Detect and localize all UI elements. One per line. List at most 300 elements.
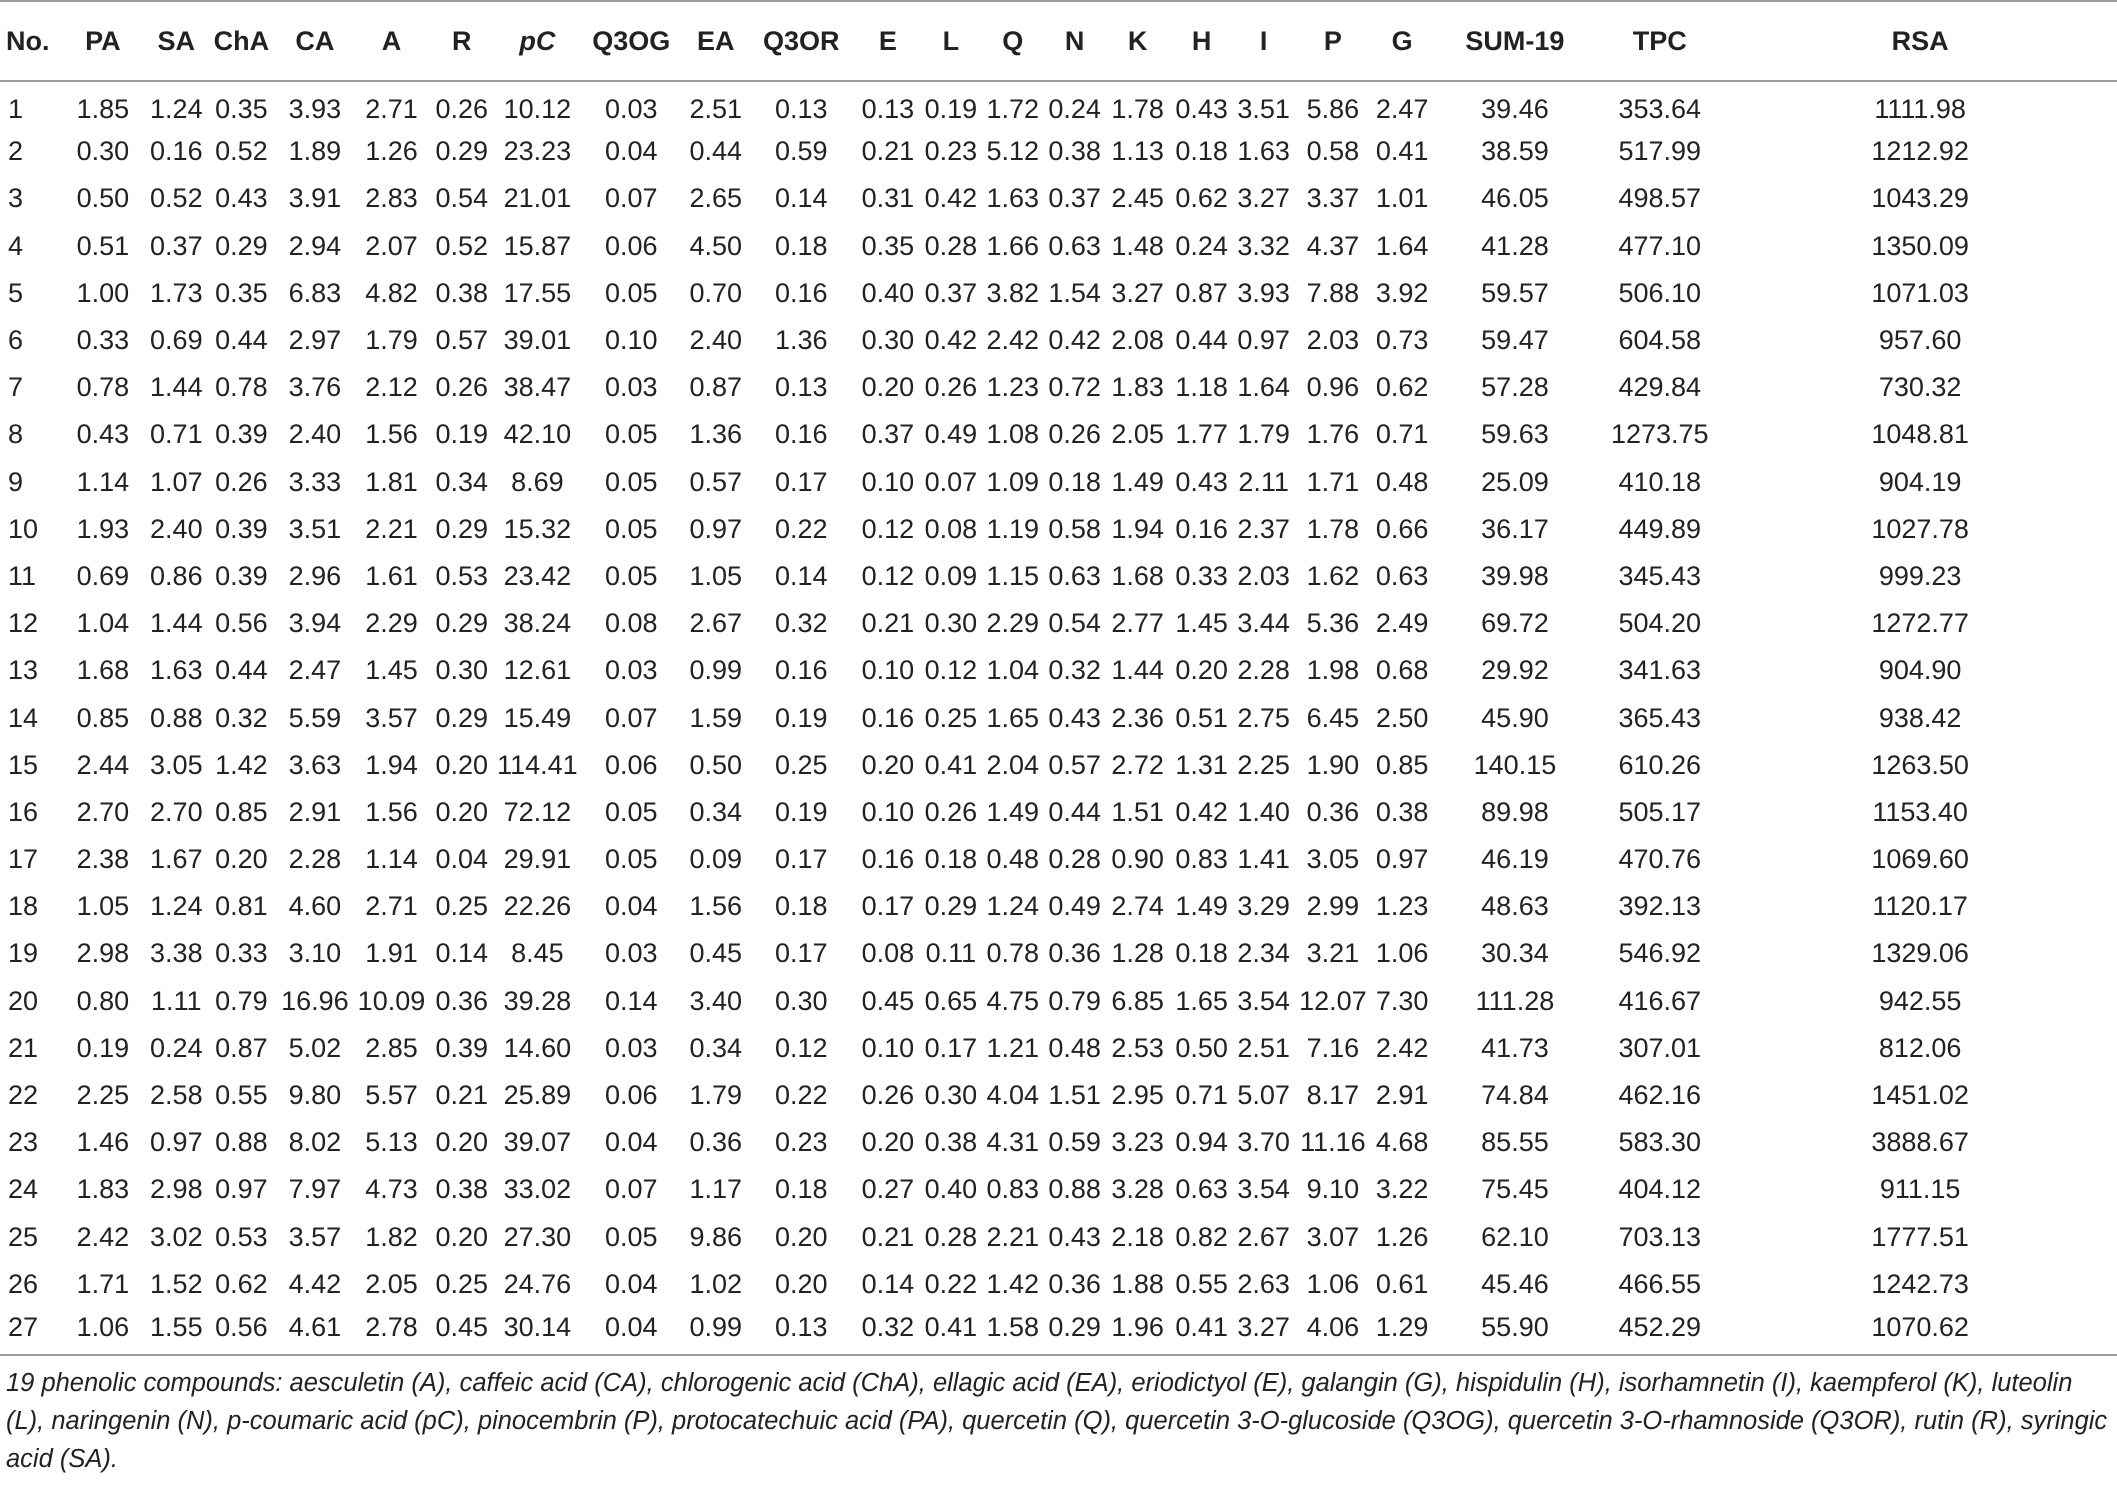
cell-pc: 25.89: [503, 1080, 572, 1111]
cell-q3og: 0.05: [605, 844, 658, 875]
cell-ea: 3.40: [689, 985, 743, 1016]
cell-ca: 2.47: [288, 655, 342, 686]
column-header-sum-19: SUM-19: [1434, 1, 1597, 81]
cell-a: 2.78: [355, 1308, 428, 1355]
cell-ea: 0.87: [689, 372, 743, 403]
cell-a: 1.61: [365, 560, 418, 591]
cell-g: 0.41: [1375, 136, 1429, 167]
cell-i: 3.54: [1237, 1174, 1290, 1205]
cell-q3or: 0.19: [775, 702, 828, 733]
cell-e: 0.26: [861, 1080, 915, 1111]
cell-no: 8: [8, 419, 24, 450]
column-header-a: A: [355, 1, 428, 81]
cell-cha: 0.35: [215, 93, 268, 124]
cell-h: 1.45: [1175, 608, 1228, 639]
cell-r: 0.21: [435, 1080, 489, 1111]
cell-g: 0.38: [1375, 796, 1429, 827]
cell-q3og: 0.04: [605, 136, 658, 167]
cell-ca: 3.57: [288, 1221, 342, 1252]
cell-e: 0.14: [861, 1268, 915, 1299]
cell-g: 2.49: [1375, 608, 1429, 639]
cell-i: 3.54: [1237, 985, 1290, 1016]
cell-k: 2.45: [1111, 183, 1164, 214]
cell-g: 2.91: [1375, 1080, 1429, 1111]
cell-q: 1.04: [986, 655, 1040, 686]
cell-q3og: 0.03: [605, 938, 658, 969]
cell-pa: 0.50: [76, 183, 130, 214]
cell-cha: 0.56: [208, 1308, 275, 1355]
cell-q3or: 0.22: [775, 513, 828, 544]
cell-g: 0.63: [1375, 560, 1429, 591]
cell-e: 0.21: [861, 1221, 915, 1252]
cell-ca: 2.40: [288, 419, 342, 450]
cell-q3or: 0.13: [748, 1308, 854, 1355]
cell-r: 0.04: [435, 844, 489, 875]
cell-pc: 39.28: [503, 985, 572, 1016]
cell-tpc: 345.43: [1618, 560, 1702, 591]
cell-no: 2: [8, 136, 24, 167]
cell-n: 0.57: [1048, 749, 1101, 780]
cell-l: 0.41: [921, 1308, 980, 1355]
cell-no: 27: [0, 1308, 61, 1355]
cell-rsa: 1242.73: [1871, 1268, 1969, 1299]
cell-q3og: 0.05: [605, 419, 658, 450]
cell-pa: 0.80: [76, 985, 130, 1016]
cell-a: 1.81: [365, 466, 418, 497]
cell-p: 3.21: [1306, 938, 1360, 969]
cell-pa: 2.25: [76, 1080, 130, 1111]
cell-sa: 1.11: [151, 985, 202, 1016]
cell-no: 9: [8, 466, 24, 497]
cell-q3or: 0.30: [775, 985, 828, 1016]
cell-cha: 0.35: [215, 277, 268, 308]
cell-cha: 0.39: [215, 513, 268, 544]
table-footnote: 19 phenolic compounds: aesculetin (A), caffeic acid (CA), chlorogenic acid (ChA), ellagic acid (EA), eriodictyol (E), galangin (G), hispidulin (H), isorhamnetin (I), kaempferol (K), luteolin (L), naringenin (N), p-coumaric acid (pC), pinocembrin (P), protocatechuic acid (PA), quercetin (Q), quercetin 3-O-glucoside (Q3OG), quercetin 3-O-rhamnoside (Q3OR), rutin (R), syringic acid (SA).: [6, 1369, 2108, 1474]
cell-p: 1.90: [1306, 749, 1360, 780]
cell-ca: 5.59: [288, 702, 342, 733]
cell-pa: 1.14: [76, 466, 130, 497]
cell-g: 1.26: [1375, 1221, 1429, 1252]
cell-a: 4.73: [365, 1174, 418, 1205]
cell-pc: 39.07: [503, 1127, 572, 1158]
cell-no: 26: [8, 1268, 39, 1299]
cell-sum-19: 38.59: [1481, 136, 1549, 167]
table-row: [0, 789, 2117, 836]
cell-tpc: 462.16: [1618, 1080, 1702, 1111]
cell-h: 0.63: [1175, 1174, 1228, 1205]
cell-sa: 2.70: [150, 796, 203, 827]
cell-rsa: 730.32: [1878, 372, 1962, 403]
cell-q: 4.31: [986, 1127, 1040, 1158]
cell-h: 1.31: [1175, 749, 1228, 780]
cell-pc: 22.26: [503, 891, 572, 922]
cell-l: 0.08: [924, 513, 978, 544]
cell-r: 0.36: [435, 985, 489, 1016]
cell-n: 0.38: [1048, 136, 1101, 167]
cell-l: 0.07: [924, 466, 978, 497]
cell-cha: 0.33: [215, 938, 268, 969]
cell-e: 0.17: [861, 891, 915, 922]
cell-h: 0.62: [1175, 183, 1228, 214]
cell-q3or: 0.18: [775, 230, 828, 261]
cell-q3or: 0.14: [775, 183, 828, 214]
cell-r: 0.20: [435, 749, 489, 780]
cell-q: 2.42: [986, 325, 1040, 356]
cell-tpc: 449.89: [1618, 513, 1702, 544]
cell-p: 0.36: [1306, 796, 1360, 827]
cell-l: 0.17: [924, 1032, 978, 1063]
cell-ca: 3.51: [288, 513, 342, 544]
cell-pa: 1.04: [76, 608, 130, 639]
cell-n: 1.54: [1048, 277, 1101, 308]
cell-q3or: 0.32: [775, 608, 828, 639]
cell-sa: 0.97: [150, 1127, 203, 1158]
cell-e: 0.31: [861, 183, 915, 214]
cell-k: 2.08: [1111, 325, 1164, 356]
cell-sum-19: 74.84: [1481, 1080, 1549, 1111]
cell-q: 1.72: [986, 93, 1040, 124]
cell-l: 0.65: [924, 985, 978, 1016]
column-header-q3or: Q3OR: [748, 1, 854, 81]
table-row: [0, 1214, 2117, 1261]
cell-g: 1.01: [1375, 183, 1429, 214]
cell-q3og: 0.03: [605, 1032, 658, 1063]
cell-pa: 1.00: [76, 277, 130, 308]
cell-pc: 38.24: [503, 608, 572, 639]
cell-q: 4.75: [986, 985, 1040, 1016]
cell-pa: 2.98: [76, 938, 130, 969]
cell-p: 3.37: [1306, 183, 1360, 214]
cell-ca: 5.02: [288, 1032, 342, 1063]
cell-tpc: 470.76: [1618, 844, 1702, 875]
cell-p: 3.05: [1306, 844, 1360, 875]
cell-sa: 1.44: [150, 372, 203, 403]
cell-tpc: 416.67: [1618, 985, 1702, 1016]
cell-a: 5.57: [365, 1080, 418, 1111]
cell-q3og: 0.05: [605, 513, 658, 544]
cell-q: 2.29: [986, 608, 1040, 639]
cell-pc: 24.76: [503, 1268, 572, 1299]
column-header-cha: ChA: [208, 1, 275, 81]
cell-cha: 0.53: [215, 1221, 268, 1252]
cell-a: 2.21: [365, 513, 418, 544]
cell-no: 12: [8, 608, 39, 639]
cell-no: 25: [8, 1221, 39, 1252]
column-header-i: I: [1232, 1, 1295, 81]
cell-ea: 0.70: [689, 277, 743, 308]
cell-ea: 1.17: [689, 1174, 743, 1205]
cell-pa: 1.83: [76, 1174, 130, 1205]
cell-h: 0.24: [1175, 230, 1228, 261]
cell-pa: 1.46: [76, 1127, 130, 1158]
column-header-n: N: [1045, 1, 1104, 81]
cell-rsa: 1120.17: [1872, 891, 1968, 922]
cell-sa: 0.86: [150, 560, 203, 591]
cell-ea: 0.45: [689, 938, 743, 969]
table-header: [0, 1, 2117, 81]
cell-sum-19: 59.63: [1481, 419, 1549, 450]
cell-sa: 0.16: [150, 136, 203, 167]
cell-q3og: 0.06: [605, 749, 658, 780]
cell-r: 0.52: [435, 230, 489, 261]
cell-q3or: 0.16: [775, 277, 828, 308]
cell-g: 0.73: [1375, 325, 1429, 356]
cell-sum-19: 39.98: [1481, 560, 1549, 591]
cell-q: 1.08: [986, 419, 1040, 450]
cell-ea: 0.50: [689, 749, 743, 780]
cell-h: 0.51: [1175, 702, 1228, 733]
table-row: [0, 1166, 2117, 1213]
table-row: [0, 600, 2117, 647]
cell-n: 1.51: [1048, 1080, 1101, 1111]
cell-pa: 0.51: [76, 230, 130, 261]
cell-e: 0.27: [861, 1174, 915, 1205]
cell-n: 0.37: [1048, 183, 1101, 214]
cell-i: 2.03: [1237, 560, 1290, 591]
cell-q: 1.42: [986, 1268, 1040, 1299]
cell-l: 0.29: [924, 891, 978, 922]
cell-sum-19: 59.57: [1481, 277, 1549, 308]
cell-a: 2.71: [365, 93, 418, 124]
cell-a: 1.56: [365, 796, 418, 827]
cell-l: 0.28: [924, 1221, 978, 1252]
cell-no: 4: [8, 230, 24, 261]
cell-p: 5.36: [1306, 608, 1360, 639]
cell-tpc: 604.58: [1618, 325, 1702, 356]
cell-no: 21: [8, 1032, 39, 1063]
cell-i: 3.27: [1232, 1308, 1295, 1355]
cell-sa: 1.44: [150, 608, 203, 639]
cell-g: 1.23: [1375, 891, 1429, 922]
cell-pa: 1.05: [76, 891, 130, 922]
cell-ca: 7.97: [288, 1174, 342, 1205]
cell-tpc: 477.10: [1618, 230, 1702, 261]
cell-ca: 2.97: [288, 325, 342, 356]
cell-pc: 23.42: [503, 560, 572, 591]
cell-r: 0.26: [435, 372, 489, 403]
cell-tpc: 365.43: [1618, 702, 1702, 733]
cell-g: 1.06: [1375, 938, 1429, 969]
cell-p: 12.07: [1299, 985, 1367, 1016]
table-row: [0, 1025, 2117, 1072]
cell-h: 0.42: [1175, 796, 1228, 827]
cell-sum-19: 57.28: [1481, 372, 1549, 403]
cell-n: 0.18: [1048, 466, 1101, 497]
cell-a: 1.26: [365, 136, 418, 167]
cell-r: 0.45: [428, 1308, 495, 1355]
cell-sum-19: 36.17: [1481, 513, 1549, 544]
cell-sa: 2.58: [150, 1080, 203, 1111]
cell-h: 1.49: [1175, 891, 1228, 922]
cell-q: 1.19: [986, 513, 1040, 544]
cell-pa: 2.70: [76, 796, 130, 827]
column-header-h: H: [1171, 1, 1232, 81]
cell-p: 1.71: [1306, 466, 1360, 497]
cell-i: 1.40: [1237, 796, 1290, 827]
cell-ca: 2.28: [288, 844, 342, 875]
cell-cha: 0.29: [215, 230, 268, 261]
cell-rsa: 812.06: [1878, 1032, 1962, 1063]
cell-p: 2.03: [1306, 325, 1360, 356]
cell-ea: 2.40: [689, 325, 743, 356]
cell-rsa: 1777.51: [1871, 1221, 1969, 1252]
cell-tpc: 410.18: [1618, 466, 1702, 497]
cell-e: 0.08: [861, 938, 915, 969]
cell-pc: 39.01: [503, 325, 572, 356]
cell-r: 0.20: [435, 1221, 489, 1252]
cell-sum-19: 45.46: [1481, 1268, 1549, 1299]
cell-ea: 1.59: [689, 702, 743, 733]
cell-ca: 16.96: [281, 985, 349, 1016]
cell-r: 0.38: [435, 277, 489, 308]
cell-k: 1.78: [1111, 93, 1164, 124]
cell-sa: 2.98: [150, 1174, 203, 1205]
column-header-pc: pC: [495, 1, 579, 81]
cell-q3or: 0.16: [775, 419, 828, 450]
cell-l: 0.09: [924, 560, 978, 591]
cell-tpc: 404.12: [1618, 1174, 1702, 1205]
cell-sum-19: 39.46: [1481, 93, 1549, 124]
cell-h: 0.16: [1175, 513, 1228, 544]
cell-pa: 0.78: [76, 372, 130, 403]
cell-rsa: 904.90: [1878, 655, 1962, 686]
cell-q3og: 0.04: [605, 1268, 658, 1299]
cell-q3or: 0.16: [775, 655, 828, 686]
cell-tpc: 1273.75: [1610, 419, 1709, 450]
cell-sa: 3.02: [150, 1221, 203, 1252]
cell-ca: 3.94: [288, 608, 342, 639]
cell-ea: 9.86: [689, 1221, 743, 1252]
cell-a: 10.09: [357, 985, 426, 1016]
cell-pc: 42.10: [503, 419, 572, 450]
cell-pc: 15.32: [503, 513, 572, 544]
cell-ea: 1.05: [689, 560, 743, 591]
cell-l: 0.28: [924, 230, 978, 261]
cell-k: 2.77: [1111, 608, 1164, 639]
cell-pc: 8.69: [511, 466, 564, 497]
cell-pa: 0.85: [76, 702, 130, 733]
cell-ea: 0.57: [689, 466, 743, 497]
cell-r: 0.29: [435, 513, 489, 544]
cell-tpc: 353.64: [1618, 93, 1702, 124]
cell-h: 0.71: [1175, 1080, 1228, 1111]
cell-a: 2.07: [365, 230, 418, 261]
cell-cha: 0.56: [215, 608, 268, 639]
cell-ca: 8.02: [288, 1127, 342, 1158]
cell-q3or: 0.17: [775, 938, 828, 969]
cell-p: 2.99: [1306, 891, 1360, 922]
cell-a: 1.14: [365, 844, 418, 875]
cell-i: 2.11: [1238, 466, 1289, 497]
cell-tpc: 703.13: [1618, 1221, 1702, 1252]
cell-q3or: 0.22: [775, 1080, 828, 1111]
cell-tpc: 610.26: [1618, 749, 1702, 780]
cell-q3or: 0.13: [775, 372, 828, 403]
cell-n: 0.48: [1048, 1032, 1101, 1063]
cell-ca: 2.91: [288, 796, 342, 827]
cell-q: 4.04: [986, 1080, 1040, 1111]
cell-r: 0.29: [435, 702, 489, 733]
cell-a: 1.56: [365, 419, 418, 450]
cell-l: 0.19: [924, 93, 978, 124]
cell-sum-19: 48.63: [1481, 891, 1549, 922]
cell-ca: 4.42: [288, 1268, 342, 1299]
cell-cha: 0.79: [215, 985, 268, 1016]
cell-cha: 0.20: [215, 844, 268, 875]
cell-q: 3.82: [986, 277, 1040, 308]
cell-no: 20: [8, 985, 39, 1016]
cell-n: 0.43: [1048, 702, 1101, 733]
table-row: [0, 270, 2117, 317]
cell-q3og: 0.07: [605, 183, 658, 214]
cell-g: 2.42: [1375, 1032, 1429, 1063]
cell-q3or: 0.13: [775, 93, 828, 124]
cell-q: 0.83: [986, 1174, 1040, 1205]
cell-q3or: 1.36: [775, 325, 828, 356]
cell-sa: 1.55: [145, 1308, 208, 1355]
cell-ca: 6.83: [288, 277, 342, 308]
cell-p: 9.10: [1306, 1174, 1360, 1205]
cell-e: 0.20: [861, 372, 915, 403]
cell-ea: 2.67: [689, 608, 743, 639]
cell-tpc: 505.17: [1618, 796, 1702, 827]
cell-sum-19: 89.98: [1481, 796, 1549, 827]
cell-h: 0.43: [1175, 466, 1228, 497]
cell-ea: 2.51: [689, 93, 743, 124]
cell-n: 0.72: [1048, 372, 1101, 403]
column-header-tpc: TPC: [1596, 1, 1723, 81]
cell-sum-19: 111.28: [1475, 985, 1555, 1016]
cell-tpc: 466.55: [1618, 1268, 1702, 1299]
cell-k: 6.85: [1111, 985, 1164, 1016]
cell-e: 0.40: [861, 277, 915, 308]
column-header-ea: EA: [683, 1, 748, 81]
cell-i: 3.70: [1237, 1127, 1290, 1158]
cell-q3or: 0.18: [775, 891, 828, 922]
cell-sa: 3.05: [150, 749, 203, 780]
table-row: [0, 175, 2117, 222]
cell-h: 0.82: [1175, 1221, 1228, 1252]
cell-h: 0.41: [1171, 1308, 1232, 1355]
cell-h: 0.55: [1175, 1268, 1228, 1299]
table-row: [0, 1308, 2117, 1355]
cell-h: 0.18: [1175, 938, 1228, 969]
cell-l: 0.40: [924, 1174, 978, 1205]
cell-p: 11.16: [1300, 1127, 1366, 1158]
cell-q3or: 0.17: [775, 844, 828, 875]
cell-r: 0.54: [435, 183, 489, 214]
cell-q: 0.48: [986, 844, 1040, 875]
cell-i: 2.67: [1237, 1221, 1290, 1252]
cell-l: 0.42: [924, 325, 978, 356]
cell-g: 0.61: [1375, 1268, 1429, 1299]
cell-q3og: 0.03: [605, 655, 658, 686]
cell-q3og: 0.07: [605, 702, 658, 733]
cell-h: 0.50: [1175, 1032, 1228, 1063]
cell-pc: 30.14: [495, 1308, 579, 1355]
cell-a: 2.85: [365, 1032, 418, 1063]
cell-pc: 15.87: [503, 230, 572, 261]
cell-g: 2.50: [1375, 702, 1429, 733]
cell-cha: 0.44: [215, 655, 268, 686]
cell-ea: 1.79: [689, 1080, 743, 1111]
cell-l: 0.12: [924, 655, 978, 686]
cell-h: 0.18: [1175, 136, 1228, 167]
cell-ca: 3.10: [288, 938, 342, 969]
cell-i: 5.07: [1237, 1080, 1290, 1111]
cell-tpc: 307.01: [1618, 1032, 1702, 1063]
cell-h: 1.65: [1175, 985, 1228, 1016]
